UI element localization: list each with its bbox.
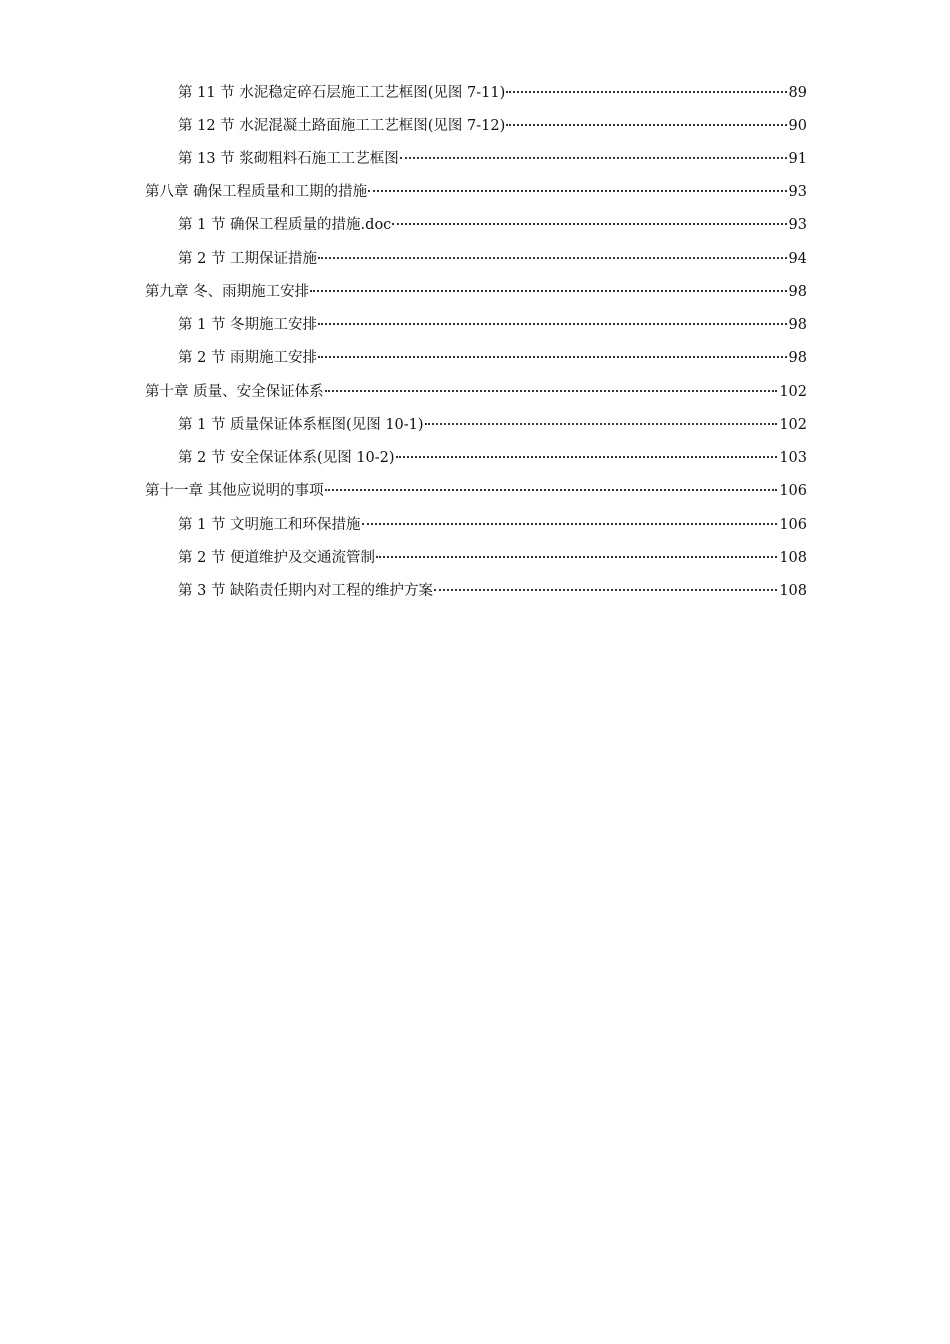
toc-page-number: 93	[788, 184, 807, 200]
dot-leader	[425, 423, 778, 425]
toc-page-number: 94	[788, 251, 807, 267]
toc-entry-label: 第十章 质量、安全保证体系	[145, 384, 324, 400]
toc-page-number: 91	[788, 151, 807, 167]
toc-entry-chapter[interactable]	[145, 480, 807, 502]
toc-entry-section[interactable]	[178, 580, 807, 602]
toc-page-number: 93	[788, 217, 807, 233]
dot-leader	[396, 456, 778, 458]
dot-leader	[318, 323, 786, 325]
toc-entry-section[interactable]	[178, 347, 807, 369]
dot-leader	[362, 523, 778, 525]
toc-entry-label: 第 12 节 水泥混凝土路面施工工艺框图(见图 7-12)	[178, 118, 506, 134]
toc-page-number: 108	[779, 550, 807, 566]
toc-entry-label: 第九章 冬、雨期施工安排	[145, 284, 310, 300]
toc-entry-chapter[interactable]	[145, 281, 807, 303]
dot-leader	[434, 589, 777, 591]
toc-entry-chapter[interactable]	[145, 381, 807, 403]
toc-page-number: 90	[788, 118, 807, 134]
dot-leader	[310, 290, 786, 292]
toc-entry-label: 第 2 节 工期保证措施	[178, 251, 318, 267]
toc-entry-label: 第 2 节 安全保证体系(见图 10-2)	[178, 450, 395, 466]
dot-leader	[506, 124, 786, 126]
toc-entry-section[interactable]	[178, 82, 807, 104]
toc-entry-section[interactable]	[178, 148, 807, 170]
toc-entry-label: 第八章 确保工程质量和工期的措施	[145, 184, 368, 200]
toc-entry-label: 第 1 节 质量保证体系框图(见图 10-1)	[178, 417, 424, 433]
toc-entry-label: 第 11 节 水泥稳定碎石层施工工艺框图(见图 7-11)	[178, 85, 506, 101]
toc-entry-label: 第 3 节 缺陷责任期内对工程的维护方案	[178, 583, 434, 599]
dot-leader	[318, 356, 786, 358]
dot-leader	[506, 91, 786, 93]
toc-entry-label: 第 2 节 便道维护及交通流管制	[178, 550, 376, 566]
toc-entry-label: 第 2 节 雨期施工安排	[178, 350, 318, 366]
toc-entry-section[interactable]	[178, 414, 807, 436]
toc-entry-section[interactable]	[178, 547, 807, 569]
toc-entry-label: 第 1 节 冬期施工安排	[178, 317, 318, 333]
dot-leader	[325, 489, 778, 491]
dot-leader	[392, 223, 786, 225]
toc-entry-section[interactable]	[178, 447, 807, 469]
dot-leader	[325, 390, 778, 392]
toc-page-number: 98	[788, 350, 807, 366]
toc-entry-label: 第 1 节 文明施工和环保措施	[178, 517, 361, 533]
toc-entry-section[interactable]	[178, 514, 807, 536]
dot-leader	[376, 556, 777, 558]
toc-entry-section[interactable]	[178, 115, 807, 137]
toc-entry-chapter[interactable]	[145, 181, 807, 203]
toc-entry-label: 第十一章 其他应说明的事项	[145, 483, 324, 499]
toc-entry-section[interactable]	[178, 214, 807, 236]
toc-page-number: 102	[779, 384, 807, 400]
toc-page-number: 102	[779, 417, 807, 433]
toc-page-number: 106	[779, 517, 807, 533]
dot-leader	[400, 157, 787, 159]
toc-page-number: 98	[788, 317, 807, 333]
toc-entry-section[interactable]	[178, 248, 807, 270]
toc-page-number: 103	[779, 450, 807, 466]
dot-leader	[368, 190, 786, 192]
toc-page-number: 98	[788, 284, 807, 300]
toc-page-number: 108	[779, 583, 807, 599]
toc-entry-label: 第 13 节 浆砌粗料石施工工艺框图	[178, 151, 399, 167]
toc-page-number: 106	[779, 483, 807, 499]
dot-leader	[318, 257, 786, 259]
toc-entry-label: 第 1 节 确保工程质量的措施.doc	[178, 217, 392, 233]
toc-entry-section[interactable]	[178, 314, 807, 336]
toc-page-number: 89	[788, 85, 807, 101]
